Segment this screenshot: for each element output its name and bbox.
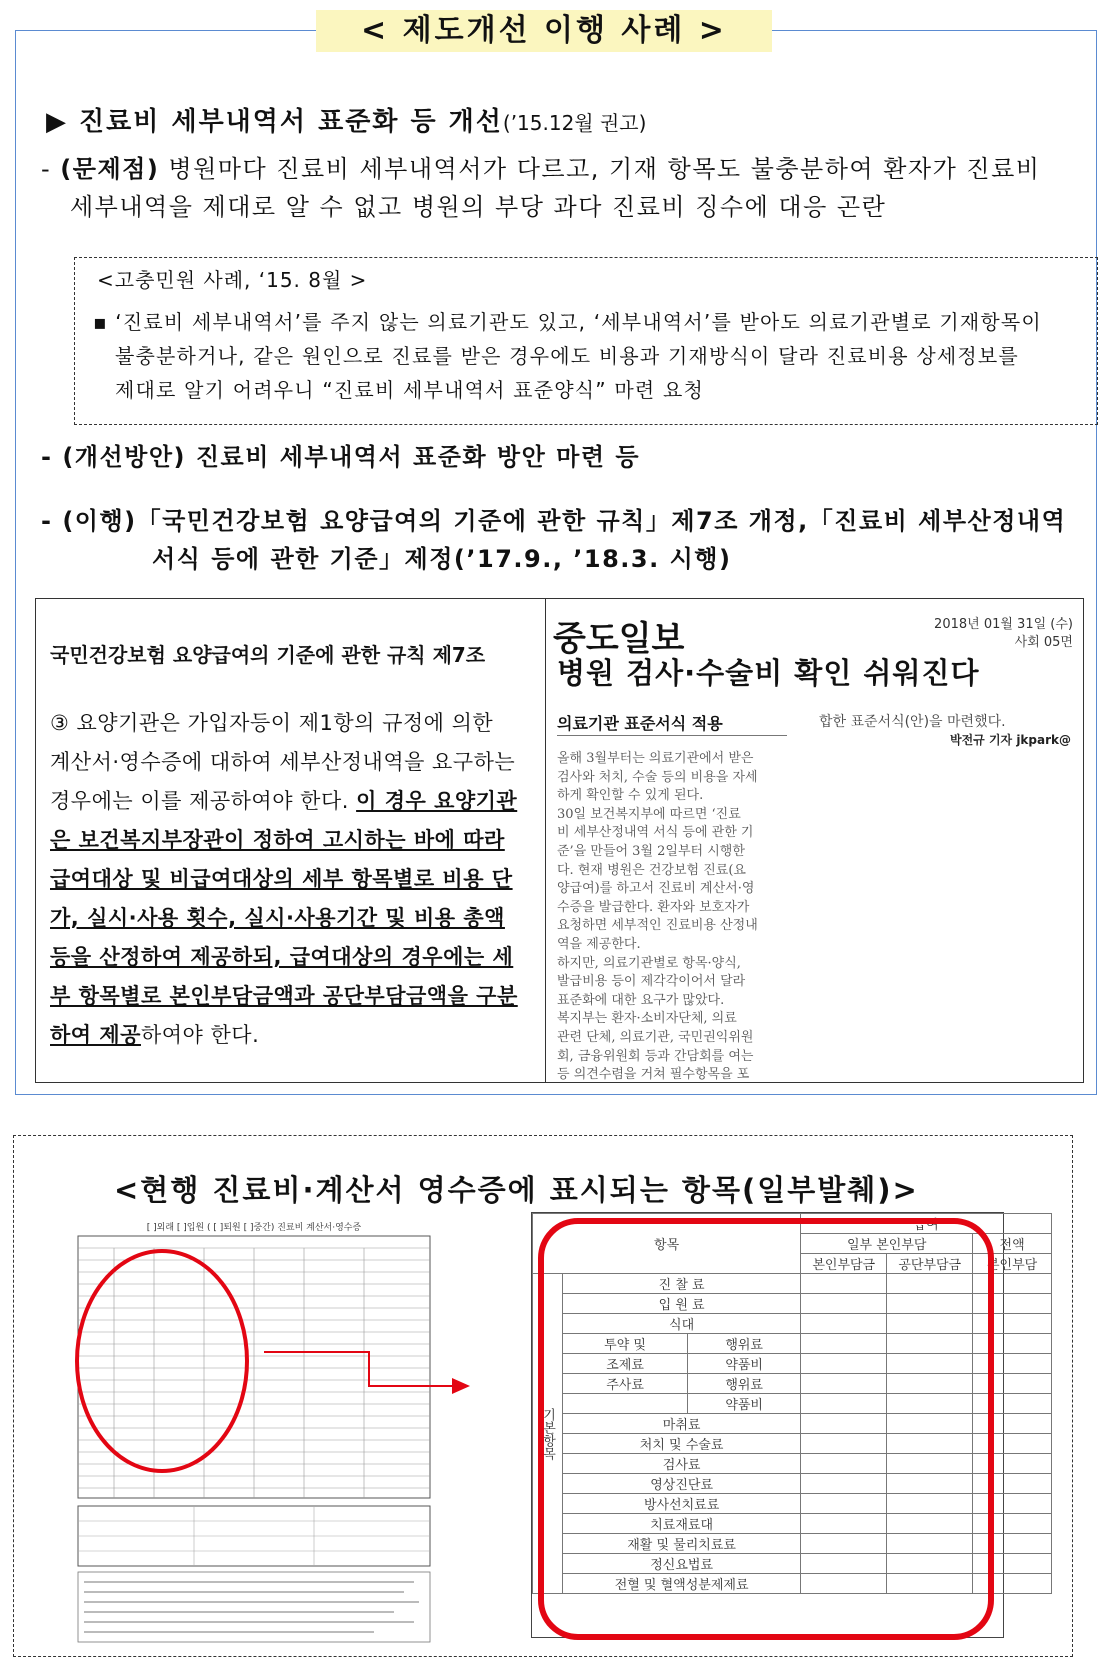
- news-headline: 병원 검사·수술비 확인 쉬워진다: [557, 656, 980, 690]
- law-line-2: 계산서·영수증에 대하여 세부산정내역을 요구하는: [50, 750, 516, 774]
- row-item-sub: 행위료: [688, 1374, 801, 1394]
- law-article-box: [36, 599, 546, 1082]
- law-line-9: [50, 1019, 259, 1049]
- col-header-nhis: 공단부담금: [887, 1254, 973, 1274]
- implementation-line-2: 서식 등에 관한 기준」제정(’17.9., ’18.3. 시행): [152, 545, 732, 573]
- row-item-name: 방사선치료료: [563, 1494, 801, 1514]
- news-body-line: 하지만, 의료기관별로 항목·양식,: [557, 955, 741, 971]
- news-body-line: 올해 3월부터는 의료기관에서 받은: [557, 751, 754, 766]
- news-body-line: 검사와 처치, 수술 등의 비용을 자세: [557, 769, 758, 785]
- problem-line-2: 세부내역을 제대로 알 수 없고 병원의 부당 과다 진료비 징수에 대응 곤란: [70, 193, 887, 221]
- newspaper-date: 2018년 01월 31일 (수): [934, 617, 1073, 632]
- row-item-name: 전혈 및 혈액성분제제료: [563, 1574, 801, 1594]
- heading-arrow-icon: ▶: [46, 107, 80, 137]
- law-title: 국민건강보험 요양급여의 기준에 관한 규칙 제7조: [50, 643, 486, 667]
- row-item-name: 처치 및 수술료: [563, 1434, 801, 1454]
- heading-date: (’15.12월 권고): [502, 111, 647, 135]
- law-line-4: 은 보건복지부장관이 정하여 고시하는 바에 따라: [50, 828, 505, 852]
- receipt-section-title: <현행 진료비·계산서 영수증에 표시되는 항목(일부발췌)>: [114, 1173, 919, 1207]
- arrow-icon: [264, 1346, 474, 1416]
- news-right-column: 합한 표준서식(안)을 마련했다.: [819, 714, 1006, 730]
- law-line-1: ③ 요양기관은 가입자등이 제1항의 규정에 의한: [50, 711, 494, 735]
- col-header-full-2: 본인부담: [973, 1254, 1052, 1274]
- highlight-frame: [538, 1218, 994, 1640]
- complaint-line-2: 불충분하거나, 같은 원인으로 진료를 받은 경우에도 비용과 기재방식이 달라 진료비용 상세정보를: [115, 344, 1019, 368]
- law-line-7: 등을 산정하여 제공하되, 급여대상의 경우에는 세: [50, 945, 514, 969]
- row-item-name: 식대: [563, 1314, 801, 1334]
- complaint-line-1: ▪ ‘진료비 세부내역서’를 주지 않는 의료기관도 있고, ‘세부내역서’를 받아도 의료기관별로 기재항목이: [93, 310, 1042, 334]
- news-byline: 박전규 기자 jkpark@: [950, 733, 1071, 747]
- law-line-6: 가, 실시·사용 횟수, 실시·사용기간 및 비용 총액: [50, 906, 505, 930]
- law-line-3b: 이 경우 요양기관: [356, 789, 518, 813]
- news-body-line: 수증을 발급한다. 환자와 보호자가: [557, 899, 750, 915]
- problem-line-1: - (문제점) 병원마다 진료비 세부내역서가 다르고, 기재 항목도 불충분하여 환자가 진료비: [41, 155, 1041, 183]
- news-body-line: 양급여)를 하고서 진료비 계산서·영: [557, 881, 755, 897]
- row-item-name: 영상진단료: [563, 1474, 801, 1494]
- heading-text: 진료비 세부내역서 표준화 등 개선: [79, 107, 503, 137]
- law-line-3: [50, 785, 517, 815]
- law-line-5: 급여대상 및 비급여대상의 세부 항목별로 비용 단: [50, 867, 513, 891]
- implementation-line-1: - (이행)「국민건강보험 요양급여의 기준에 관한 규칙」제7조 개정,「진료비 세부산정내역: [41, 507, 1067, 535]
- case-heading: [46, 101, 646, 138]
- news-divider: [557, 735, 787, 736]
- row-item-sub: 약품비: [688, 1394, 801, 1414]
- news-body-line: 복지부는 환자·소비자단체, 의료: [557, 1011, 737, 1027]
- row-item-sub: 약품비: [688, 1354, 801, 1374]
- news-body-line: 관련 단체, 의료기관, 국민권익위원: [557, 1030, 754, 1045]
- col-header-item: 항목: [533, 1214, 801, 1274]
- complaint-title: <고충민원 사례, ‘15. 8월 >: [97, 268, 368, 292]
- side-label: 기본항목: [533, 1274, 563, 1594]
- col-header-benefit: 급여: [801, 1214, 1052, 1234]
- row-item-name: 진 찰 료: [563, 1274, 801, 1294]
- col-header-partial: 일부 본인부담: [801, 1234, 973, 1254]
- news-subheadline: 의료기관 표준서식 적용: [557, 714, 723, 733]
- receipt-form-thumbnail: [74, 1216, 434, 1646]
- newspaper-page: 사회 05면: [1014, 635, 1073, 650]
- improvement-plan: - (개선방안) 진료비 세부내역서 표준화 방안 마련 등: [41, 443, 641, 471]
- row-item-name: 검사료: [563, 1454, 801, 1474]
- law-line-9b: 하여야 한다.: [140, 1023, 260, 1047]
- col-header-full: 전액: [973, 1234, 1052, 1254]
- law-line-3a: 경우에는 이를 제공하여야 한다.: [50, 789, 357, 813]
- section-title-tab: < 제도개선 이행 사례 >: [316, 10, 772, 52]
- law-line-8: 부 항목별로 본인부담금액과 공단부담금액을 구분: [50, 984, 518, 1008]
- law-line-9a: 하여 제공: [50, 1023, 141, 1047]
- row-item-name: 투약 및: [563, 1334, 688, 1354]
- news-body-line: 요청하면 세부적인 진료비용 산정내: [557, 918, 758, 934]
- news-body-line: 비 세부산정내역 서식 등에 관한 기: [557, 825, 754, 841]
- receipt-thumb-title: [ ]외래 [ ]입원 ( [ ]퇴원 [ ]중간) 진료비 계산서·영수증: [146, 1223, 362, 1233]
- news-body-line: 회, 금융위원회 등과 간담회를 여는: [557, 1048, 754, 1064]
- row-item-name: 치료재료대: [563, 1514, 801, 1534]
- complaint-line-3: 제대로 알기 어려우니 “진료비 세부내역서 표준양식” 마련 요청: [115, 378, 705, 402]
- row-item-name: 재활 및 물리치료료: [563, 1534, 801, 1554]
- row-item-sub: 행위료: [688, 1334, 801, 1354]
- news-body-line: 발급비용 등이 제각각이어서 달라: [557, 974, 746, 990]
- newspaper-clipping: [547, 599, 1083, 1082]
- complaint-box: [74, 257, 1098, 425]
- news-body-line: 역을 제공한다.: [557, 937, 641, 952]
- news-body-line: 하게 확인할 수 있게 된다.: [557, 788, 704, 804]
- news-body-line: 다. 현재 병원은 건강보험 진료(요: [557, 862, 746, 878]
- receipt-items-section: [13, 1135, 1073, 1657]
- news-body-line: 표준화에 대한 요구가 많았다.: [557, 992, 725, 1008]
- row-item-name: 조제료: [563, 1354, 688, 1374]
- row-item-name: 입 원 료: [563, 1294, 801, 1314]
- newspaper-name: 중도일보: [553, 619, 685, 659]
- news-body-line: 등 의견수렴을 거쳐 필수항목을 포: [557, 1067, 750, 1083]
- receipt-form-image: [74, 1216, 434, 1646]
- col-header-patient: 본인부담금: [801, 1254, 887, 1274]
- news-body-line: 준’을 만들어 3월 2일부터 시행한: [557, 844, 745, 859]
- news-body-line: 30일 보건복지부에 따르면 ‘진료: [557, 806, 741, 822]
- problem-label: (문제점): [60, 155, 160, 183]
- row-item-name: 주사료: [563, 1374, 688, 1394]
- row-item-name: 정신요법료: [563, 1554, 801, 1574]
- problem-text-1: 병원마다 진료비 세부내역서가 다르고, 기재 항목도 불충분하여 환자가 진료비: [159, 155, 1041, 183]
- law-and-news-panel: [35, 598, 1084, 1083]
- row-item-name: 마취료: [563, 1414, 801, 1434]
